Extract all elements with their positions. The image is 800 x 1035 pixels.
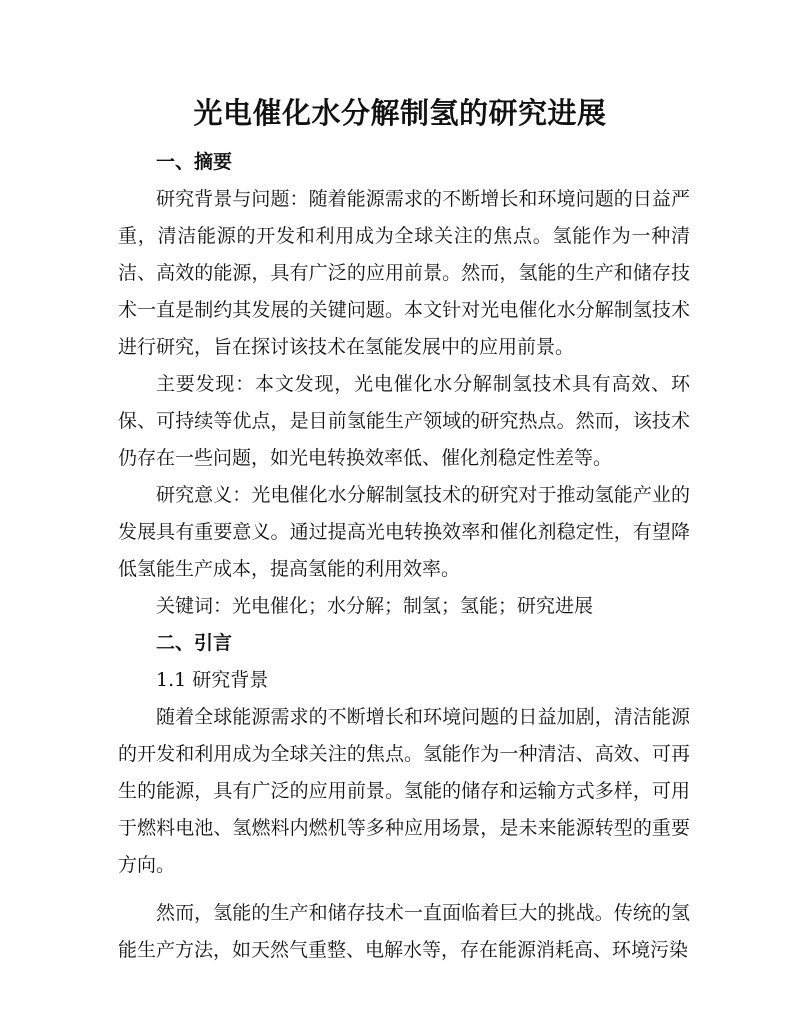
document-body [118,144,690,969]
introduction-paragraph-1: 随着全球能源需求的不断增长和环境问题的日益加剧，清洁能源的开发和利用成为全球关注的焦点。氢能作为一种清洁、高效、可再生的能源，具有广泛的应用前景。氢能的储存和运输方式多样，可用于燃料电池、氢燃料内燃机等多种应用场景，是未来能源转型的重要方向。 [118,706,690,876]
document-title: 光电催化水分解制氢的研究进展 [193,96,607,130]
keywords-line: 关键词：光电催化；水分解；制氢；氢能；研究进展 [156,595,594,617]
abstract-significance-paragraph: 研究意义：光电催化水分解制氢技术的研究对于推动氢能产业的发展具有重要意义。通过提高光电转换效率和催化剂稳定性，有望降低氢能生产成本，提高氢能的利用效率。 [118,484,690,580]
introduction-heading: 二、引言 [156,632,233,654]
abstract-background-paragraph: 研究背景与问题：随着能源需求的不断增长和环境问题的日益严重，清洁能源的开发和利用成为全球关注的焦点。氢能作为一种清洁、高效的能源，具有广泛的应用前景。然而，氢能的生产和储存技术一直是制约其发展的关键问题。本文针对光电催化水分解制氢技术进行研究，旨在探讨该技术在氢能发展中的应用前景。 [118,188,690,358]
research-background-subheading: 1.1 研究背景 [156,669,269,691]
introduction-paragraph-2: 然而，氢能的生产和储存技术一直面临着巨大的挑战。传统的氢能生产方法，如天然气重整、电解水等，存在能源消耗高、环境污染 [118,902,690,961]
abstract-findings-paragraph: 主要发现：本文发现，光电催化水分解制氢技术具有高效、环保、可持续等优点，是目前氢能生产领域的研究热点。然而，该技术仍存在一些问题，如光电转换效率低、催化剂稳定性差等。 [118,373,690,469]
abstract-heading: 一、摘要 [156,151,233,173]
